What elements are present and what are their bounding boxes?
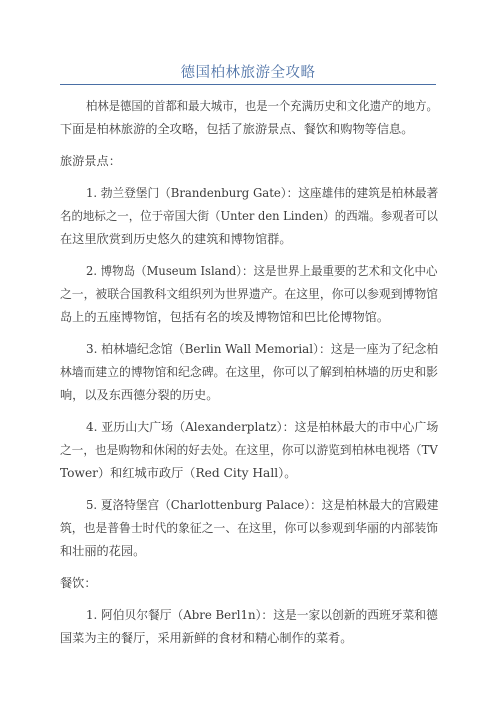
attraction-5-line: 5. 夏洛特堡宫（Charlottenburg Palace）：这是柏林最大的宫殿建 [86, 498, 439, 512]
intro-line: 下面是柏林旅游的全攻略，包括了旅游景点、餐饮和购物等信息。 [60, 122, 414, 136]
attraction-4-line: Tower）和红城市政厅（Red City Hall）。 [60, 466, 297, 480]
intro-line: 柏林是德国的首都和最大城市，也是一个充满历史和文化遗产的地方。 [86, 99, 438, 113]
section-heading-dining: 餐饮： [60, 576, 97, 590]
attraction-1-line: 在这里欣赏到历史悠久的建筑和博物馆群。 [60, 232, 292, 246]
document-title: 德国柏林旅游全攻略 [180, 65, 316, 81]
attraction-2-line: 之一，被联合国教科文组织列为世界遗产。在这里，你可以参观到博物馆 [60, 287, 438, 301]
attraction-3-line: 林墙而建立的博物馆和纪念碑。在这里，你可以了解到柏林墙的历史和影 [60, 365, 438, 379]
dining-1-line: 国菜为主的餐厅，采用新鲜的食材和精心制作的菜肴。 [60, 631, 353, 645]
attraction-5-line: 筑，也是普鲁士时代的象征之一、在这里，你可以参观到华丽的内部装饰 [60, 521, 438, 535]
attraction-4-line: 之一，也是购物和休闲的好去处。在这里，你可以游览到柏林电视塔（TV [60, 443, 438, 457]
attraction-1-line: 1. 勃兰登堡门（Brandenburg Gate）：这座雄伟的建筑是柏林最著 [86, 186, 439, 200]
attraction-3-line: 响，以及东西德分裂的历史。 [60, 388, 219, 402]
attraction-3-line: 3. 柏林墙纪念馆（Berlin Wall Memorial）：这是一座为了纪念柏 [86, 342, 439, 356]
attraction-4-line: 4. 亚历山大广场（Alexanderplatz）：这是柏林最大的市中心广场 [86, 420, 439, 434]
attraction-1-line: 名的地标之一，位于帝国大街（Unter den Linden）的西端。参观者可以 [60, 209, 438, 223]
title-underline [60, 84, 436, 85]
section-heading-attractions: 旅游景点： [60, 154, 121, 168]
attraction-5-line: 和壮丽的花园。 [60, 544, 146, 558]
attraction-2-line: 岛上的五座博物馆，包括有名的埃及博物馆和巴比伦博物馆。 [60, 310, 390, 324]
dining-1-line: 1. 阿伯贝尔餐厅（Abre Berl1n）：这是一家以创新的西班牙菜和德 [86, 608, 438, 622]
attraction-2-line: 2. 博物岛（Museum Island）：这是世界上最重要的艺术和文化中心 [86, 264, 438, 278]
